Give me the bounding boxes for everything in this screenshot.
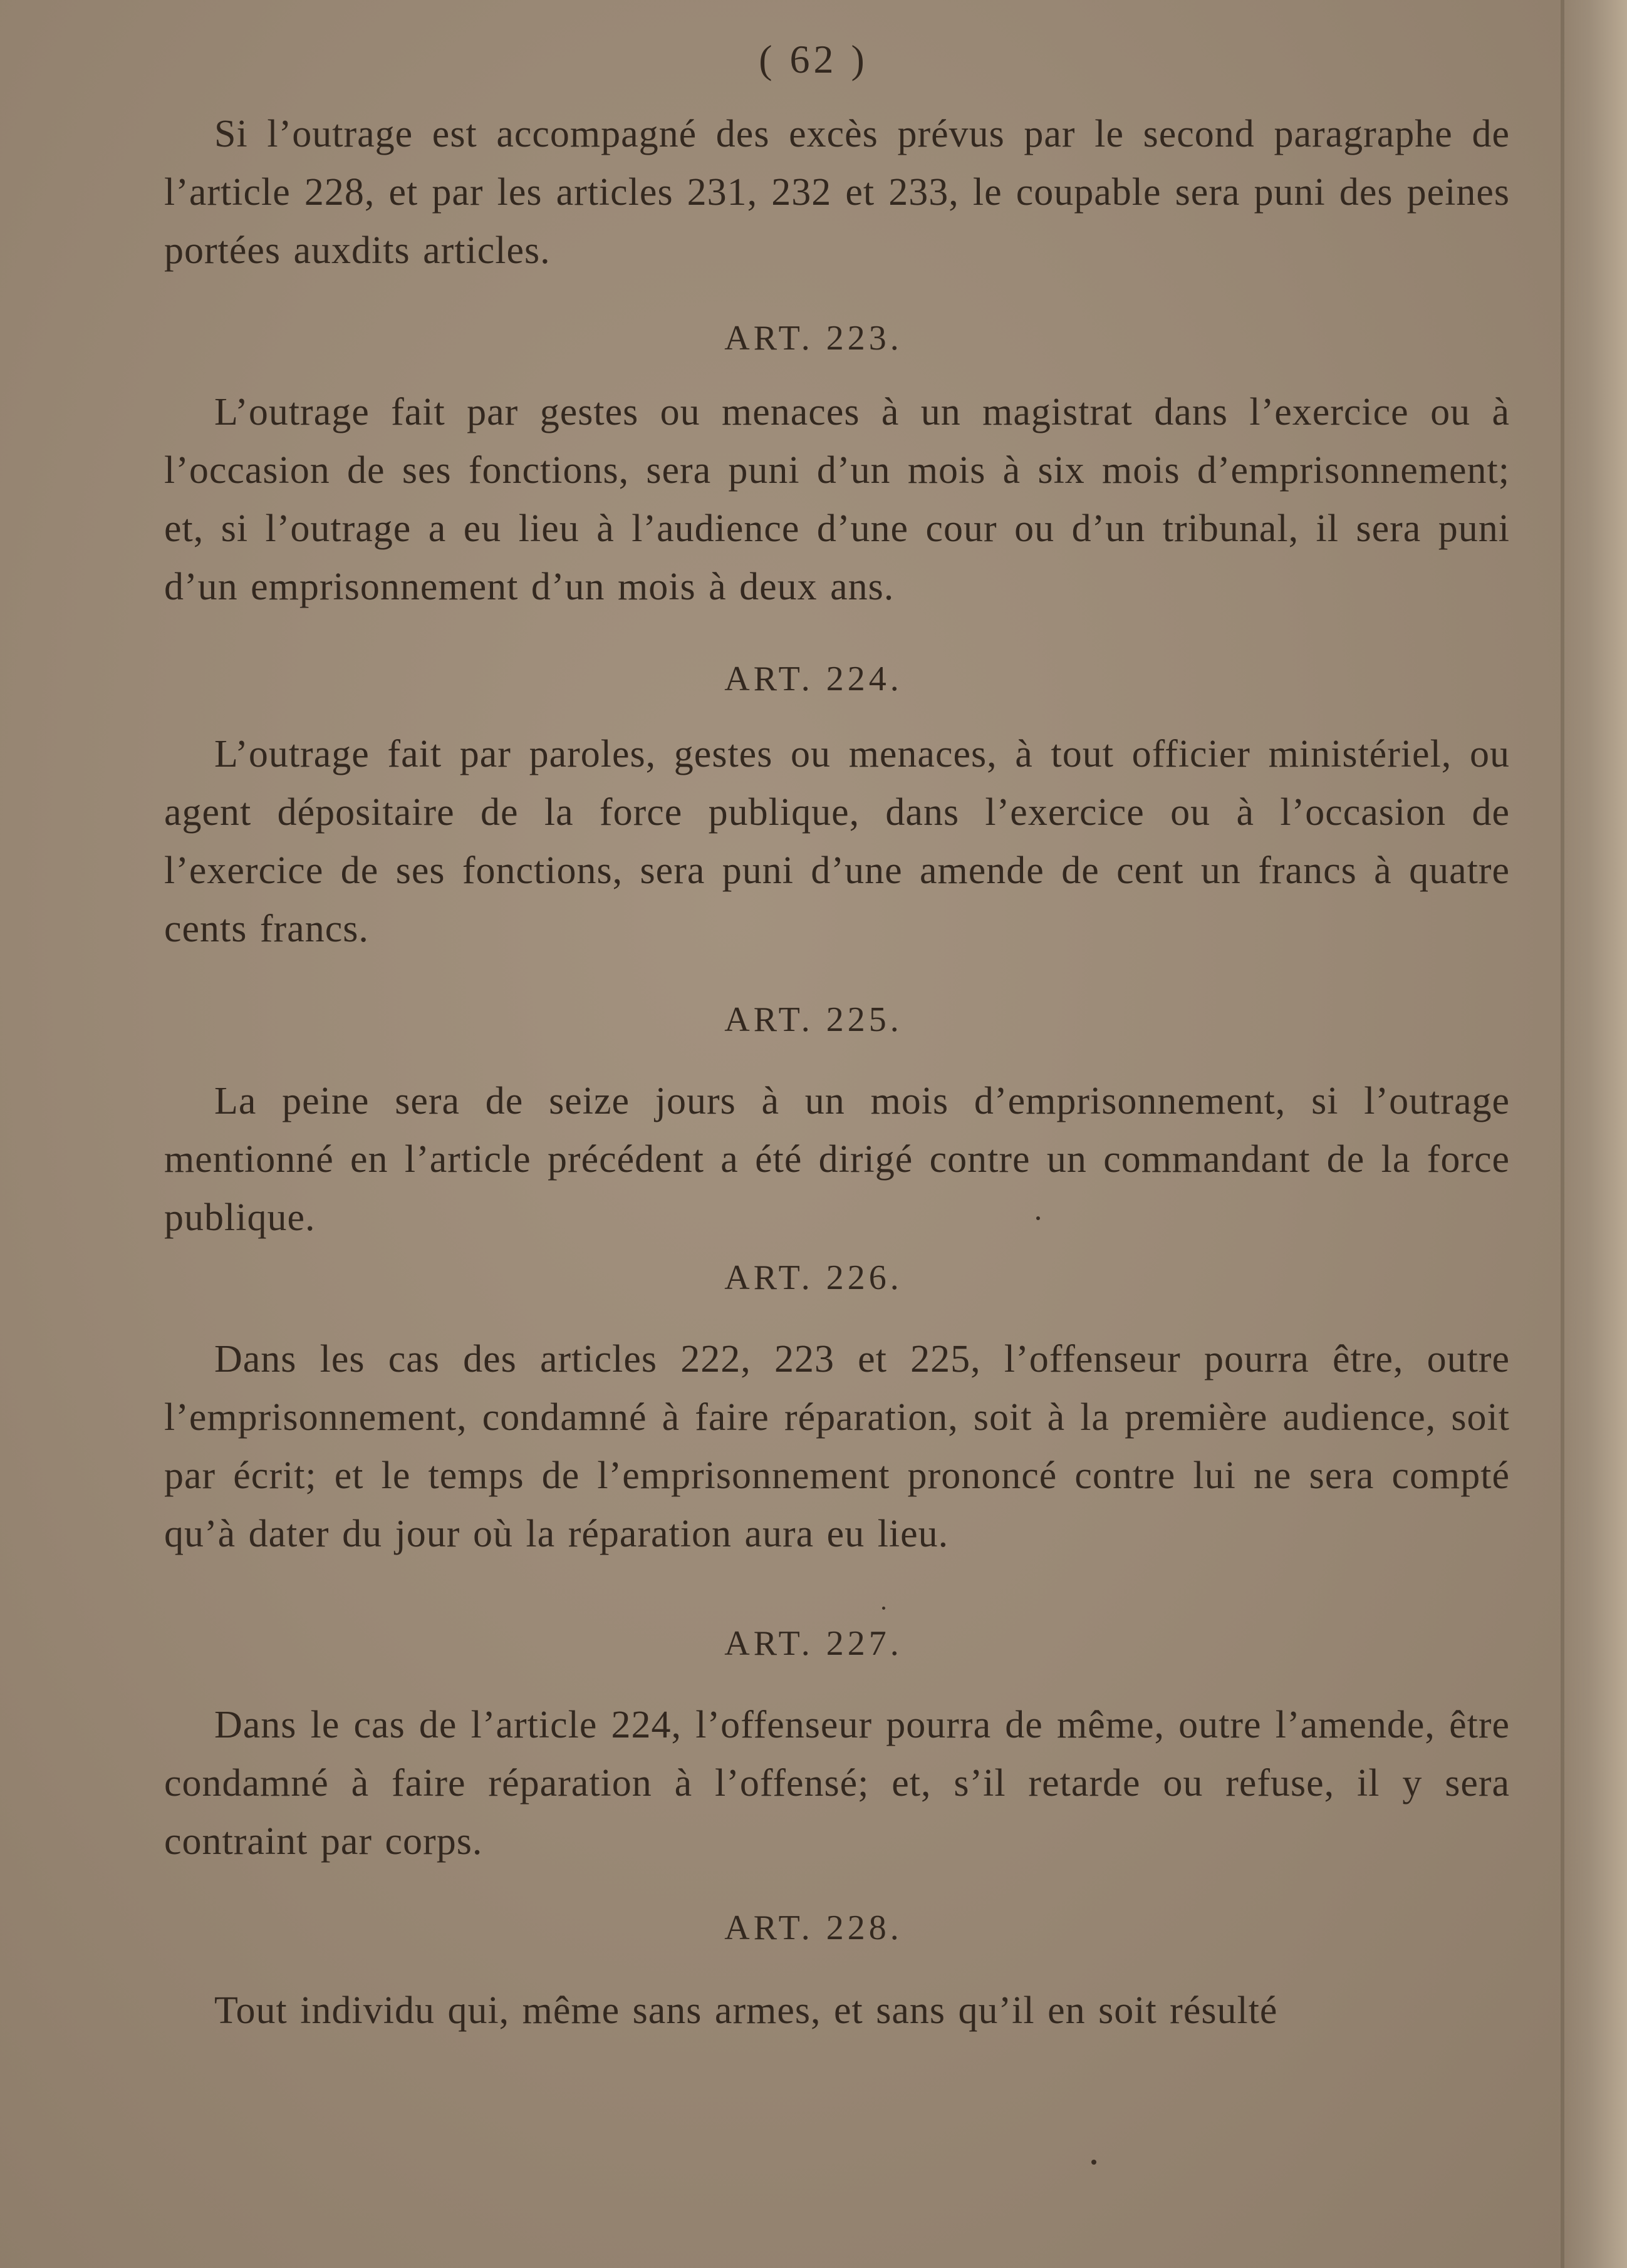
article-226-paragraph xyxy=(164,1330,1510,1563)
paragraph-text: Dans les cas des articles 222, 223 et 225, l’offenseur pourra être, outre l’emprisonnement, condamné à faire réparation, soit à la première audience, soit par écrit; et le temps de l’emprisonnement prononcé contre lui ne sera compté qu’à dater du jour où la réparation aura eu lieu. xyxy=(164,1338,1510,1555)
article-226-heading: ART. 226. xyxy=(724,1258,903,1297)
paragraph-text: Si l’outrage est accompagné des excès prévus par le second paragraphe de l’article 228, et par les articles 231, 232 et 233, le coupable sera puni des peines portées auxdits articles. xyxy=(164,113,1510,272)
article-225-heading: ART. 225. xyxy=(724,1000,903,1039)
article-227-paragraph xyxy=(164,1696,1510,1871)
article-225-paragraph xyxy=(164,1072,1510,1247)
paragraph-text: La peine sera de seize jours à un mois d’emprisonnement, si l’outrage mentionné en l’article précédent a été dirigé contre un commandant de la force publique. xyxy=(164,1080,1510,1239)
article-223-paragraph xyxy=(164,383,1510,616)
article-228-heading: ART. 228. xyxy=(724,1908,903,1947)
paragraph-text: L’outrage fait par paroles, gestes ou menaces, à tout officier ministériel, ou agent dépositaire de la force publique, dans l’exercice ou à l’occasion de l’exercice de ses fonctions, sera puni d’une amende de cent un francs à quatre cents francs. xyxy=(164,733,1510,950)
paragraph-text: Tout individu qui, même sans armes, et sans qu’il en soit résulté xyxy=(214,1989,1278,2032)
article-227-heading: ART. 227. xyxy=(724,1624,903,1663)
article-224-heading: ART. 224. xyxy=(724,660,903,698)
ink-speck xyxy=(882,1607,885,1610)
article-228-paragraph xyxy=(164,1982,1510,2040)
article-224-paragraph xyxy=(164,725,1510,958)
paragraph-text: Dans le cas de l’article 224, l’offenseur pourra de même, outre l’amende, être condamné à faire réparation à l’offensé; et, s’il retarde ou refuse, il y sera contraint par corps. xyxy=(164,1704,1510,1863)
ink-speck xyxy=(1091,2160,1096,2165)
article-223-heading: ART. 223. xyxy=(724,319,903,358)
intro-paragraph xyxy=(164,105,1510,280)
page-number: ( 62 ) xyxy=(759,37,868,81)
paragraph-text: L’outrage fait par gestes ou menaces à un magistrat dans l’exercice ou à l’occasion de ses fonctions, sera puni d’un mois à six mois d’emprisonnement; et, si l’outrage a eu lieu à l’audience d’une cour ou d’un tribunal, il sera puni d’un emprisonnement d’un mois à deux ans. xyxy=(164,391,1510,608)
